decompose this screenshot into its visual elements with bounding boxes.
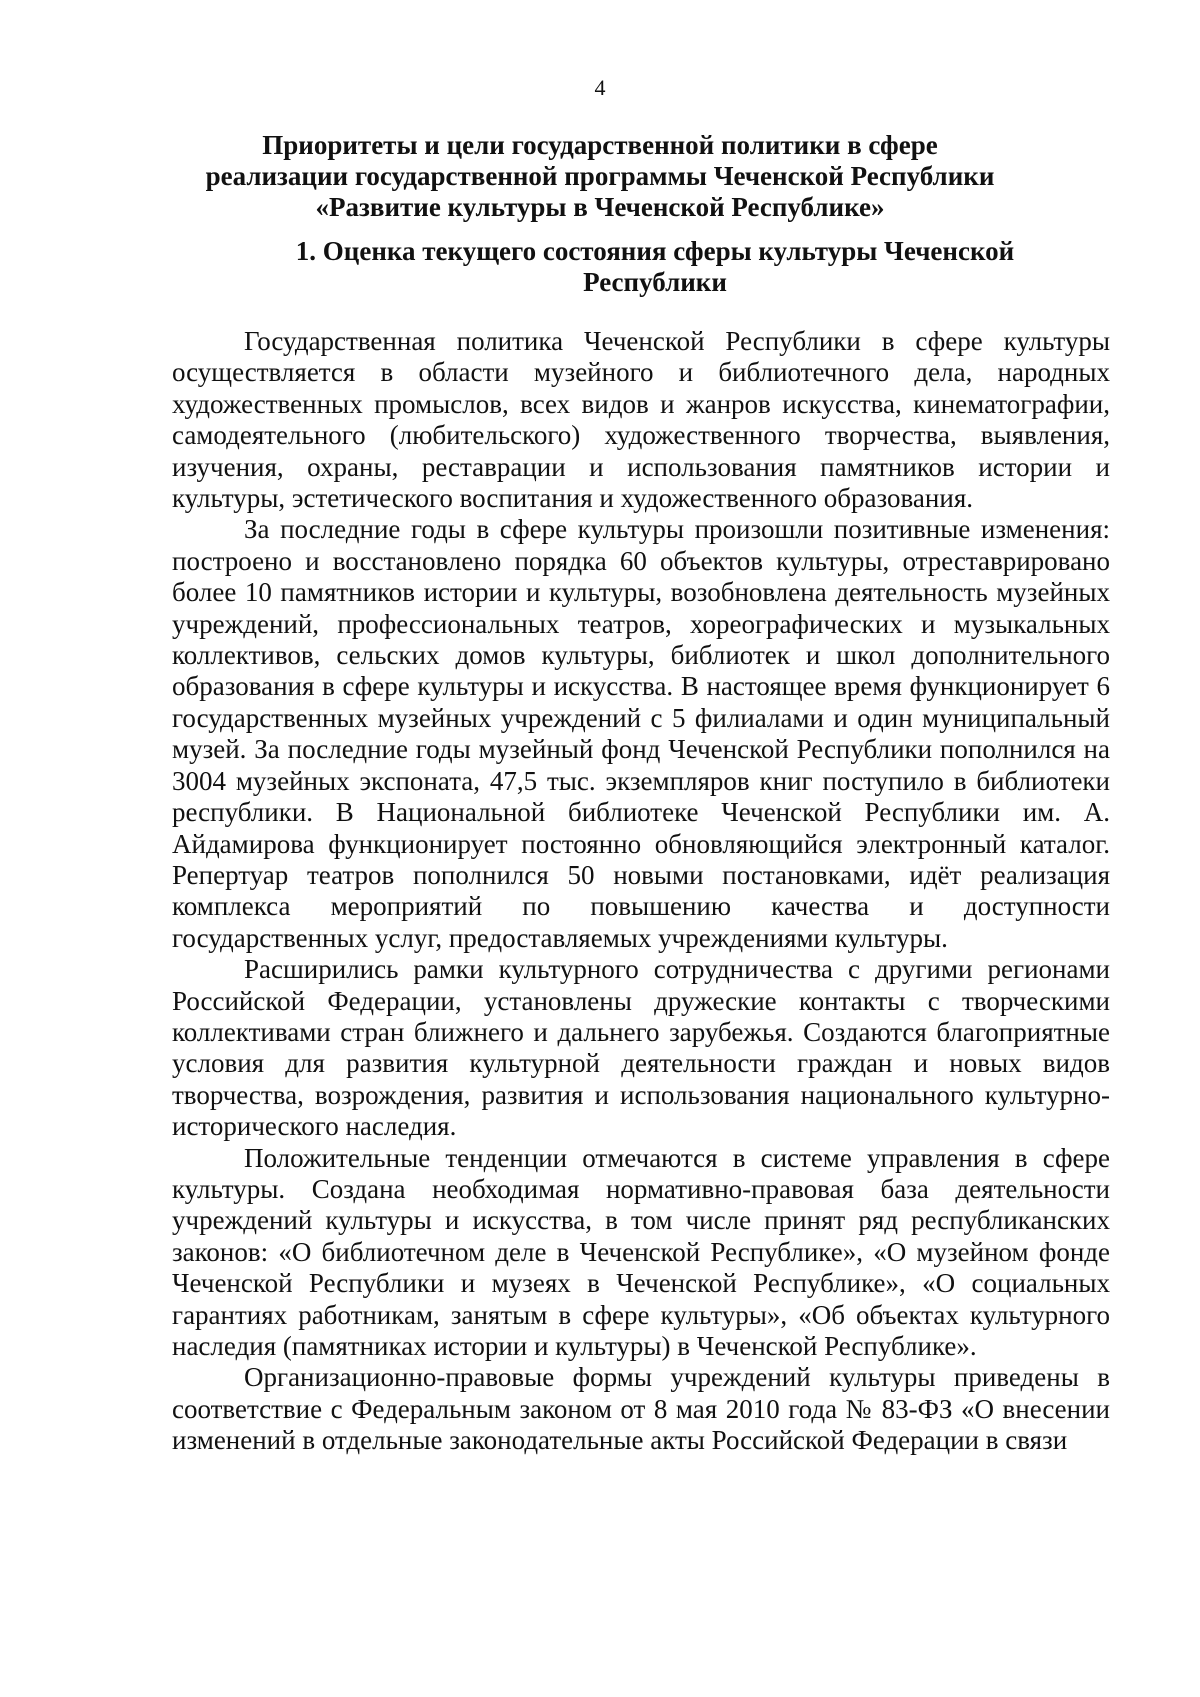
document-body — [172, 326, 1110, 1457]
section-heading: 1. Оценка текущего состояния сферы культуры Чеченской Республики — [295, 236, 1015, 297]
paragraph-4: Положительные тенденции отмечаются в системе управления в сфере культуры. Создана необходимая нормативно-правовая база деятельности учреждений культуры и искусства, в том числе принят ряд республиканских законов: «О библиотечном деле в Чеченской Республике», «О музейном фонде Чеченской Республики и музеях в Чеченской Республике», «О социальных гарантиях работникам, занятым в сфере культуры», «Об объектах культурного наследия (памятниках истории и культуры) в Чеченской Республике». — [172, 1142, 1110, 1361]
document-title: Приоритеты и цели государственной политики в сфере реализации государственной программы Чеченской Республики «Развитие культуры в Чеченской Республике» — [205, 130, 995, 222]
paragraph-3: Расширились рамки культурного сотрудничества с другими регионами Российской Федерации, установлены дружеские контакты с творческими коллективами стран ближнего и дальнего зарубежья. Создаются благоприятные условия для развития культурной деятельности граждан и новых видов творчества, возрождения, развития и использования национального культурно-исторического наследия. — [172, 954, 1110, 1142]
page-number: 4 — [594, 75, 606, 100]
paragraph-2: За последние годы в сфере культуры произошли позитивные изменения: построено и восстановлено порядка 60 объектов культуры, отреставрировано более 10 памятников истории и культуры, возобновлена деятельность музейных учреждений, профессиональных театров, хореографических и музыкальных коллективов, сельских домов культуры, библиотек и школ дополнительного образования в сфере культуры и искусства. В настоящее время функционирует 6 государственных музейных учреждений с 5 филиалами и один муниципальный музей. За последние годы музейный фонд Чеченской Республики пополнился на 3004 музейных экспоната, 47,5 тыс. экземпляров книг поступило в библиотеки республики. В Национальной библиотеке Чеченской Республики им. А. Айдамирова функционирует постоянно обновляющийся электронный каталог. Репертуар театров пополнился 50 новыми постановками, идёт реализация комплекса мероприятий по повышению качества и доступности государственных услуг, предоставляемых учреждениями культуры. — [172, 514, 1110, 953]
paragraph-1: Государственная политика Чеченской Республики в сфере культуры осуществляется в области музейного и библиотечного дела, народных художественных промыслов, всех видов и жанров искусства, кинематографии, самодеятельного (любительского) художественного творчества, выявления, изучения, охраны, реставрации и использования памятников истории и культуры, эстетического воспитания и художественного образования. — [172, 326, 1110, 514]
paragraph-5: Организационно-правовые формы учреждений культуры приведены в соответствие с Федеральным законом от 8 мая 2010 года № 83-ФЗ «О внесении изменений в отдельные законодательные акты Российской Федерации в связи — [172, 1362, 1110, 1456]
